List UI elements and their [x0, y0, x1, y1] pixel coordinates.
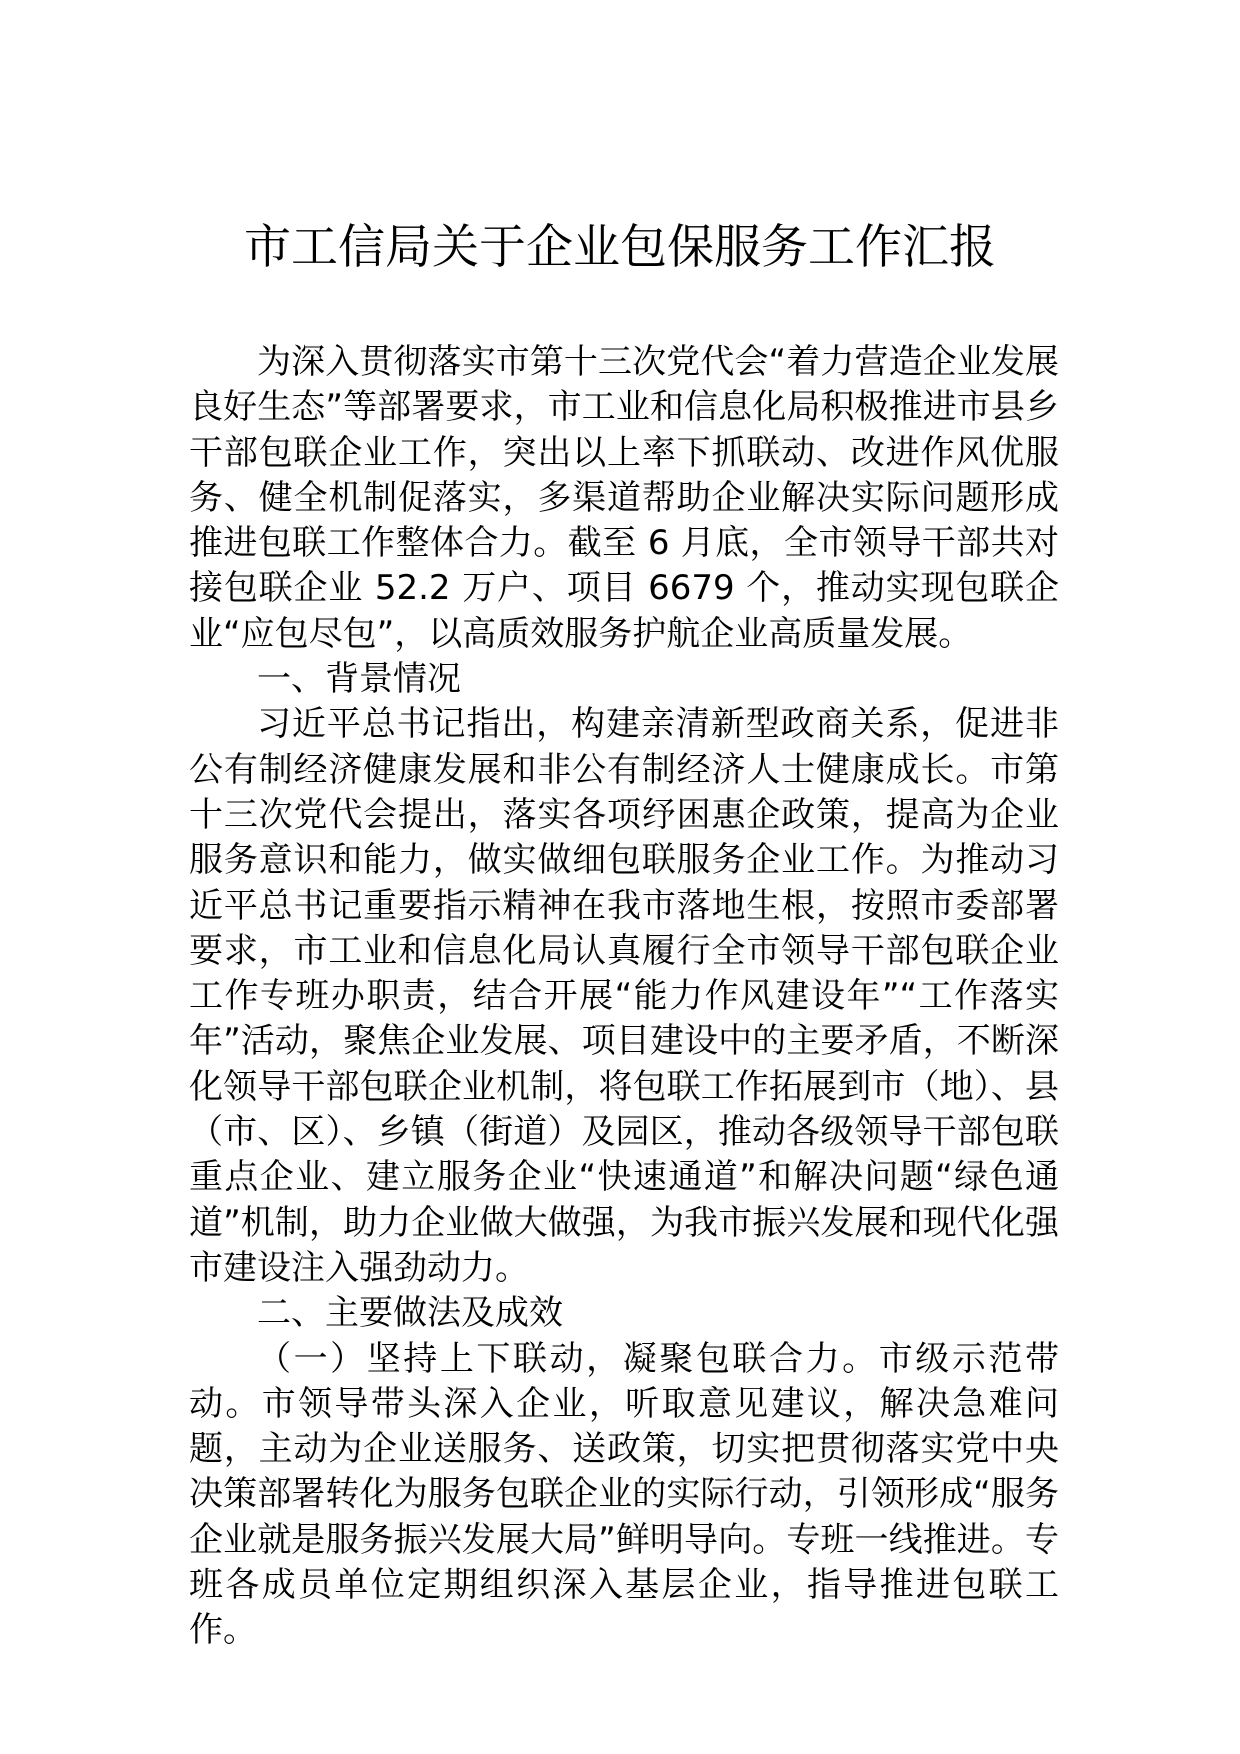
section-heading-background: 一、背景情况 [257, 659, 461, 700]
intro-paragraph: 为深入贯彻落实市第十三次党代会“着力营造企业发展良好生态”等部署要求，市工业和信息化局积极推进市县乡干部包联企业工作，突出以上率下抓联动、改进作风优服务、健全机制促落实，多渠道帮助企业解决实际问题形成推进包联工作整体合力。截至 6 月底，全市领导干部共对接包联企业 52.2 万户、项目 6679 个，推动实现包联企业“应包尽包”，以高质效服务护航企业高质量发展。 [189, 342, 1059, 654]
background-paragraph: 习近平总书记指出，构建亲清新型政商关系，促进非公有制经济健康发展和非公有制经济人士健康成长。市第十三次党代会提出，落实各项纾困惠企政策，提高为企业服务意识和能力，做实做细包联服务企业工作。为推动习近平总书记重要指示精神在我市落地生根，按照市委部署要求，市工业和信息化局认真履行全市领导干部包联企业工作专班办职责，结合开展“能力作风建设年”“工作落实年”活动，聚焦企业发展、项目建设中的主要矛盾，不断深化领导干部包联企业机制，将包联工作拓展到市（地）、县（市、区）、乡镇（街道）及园区，推动各级领导干部包联重点企业、建立服务企业“快速通道”和解决问题“绿色通道”机制，助力企业做大做强，为我市振兴发展和现代化强市建设注入强劲动力。 [189, 704, 1059, 1288]
section-heading-measures: 二、主要做法及成效 [257, 1293, 563, 1334]
document-title: 市工信局关于企业包保服务工作汇报 [244, 220, 996, 275]
measures-paragraph: （一）坚持上下联动，凝聚包联合力。市级示范带动。市领导带头深入企业，听取意见建议，解决急难问题，主动为企业送服务、送政策，切实把贯彻落实党中央决策部署转化为服务包联企业的实际行动，引领形成“服务企业就是服务振兴发展大局”鲜明导向。专班一线推进。专班各成员单位定期组织深入基层企业，指导推进包联工作。 [189, 1338, 1059, 1651]
document-body [189, 340, 1059, 1654]
